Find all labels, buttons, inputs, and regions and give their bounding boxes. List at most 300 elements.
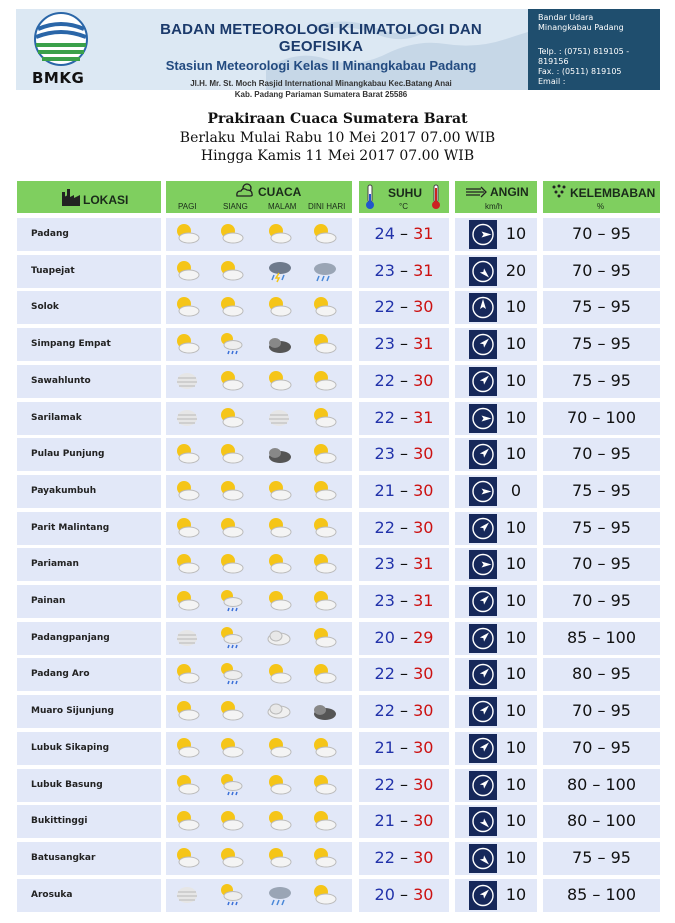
- humidity-max: 95: [610, 261, 631, 280]
- compass-icon: [469, 440, 497, 469]
- wind-direction-compass: [469, 257, 497, 286]
- partly-cloudy-icon: [218, 406, 244, 430]
- temp-max: 30: [413, 297, 434, 316]
- humidity-max: 95: [610, 481, 631, 500]
- row-lokasi-cell: [17, 291, 161, 324]
- header-kelembaban-unit: %: [597, 202, 605, 211]
- temperature-range: [359, 224, 449, 243]
- row-kelembaban-cell: [543, 658, 660, 691]
- row-suhu-cell: [359, 879, 449, 912]
- location-name: Sarilamak: [31, 413, 82, 423]
- bmkg-logo: [26, 11, 106, 91]
- humidity-dash: –: [587, 628, 606, 647]
- location-name: Muaro Sijunjung: [31, 706, 114, 716]
- partly-cloudy-icon: [174, 773, 200, 797]
- temp-min: 22: [374, 775, 395, 794]
- humidity-max: 95: [610, 701, 631, 720]
- temp-dash: –: [394, 848, 414, 867]
- humidity-max: 95: [610, 224, 631, 243]
- row-kelembaban-cell: [543, 769, 660, 802]
- row-cuaca-cell: [166, 842, 352, 875]
- humidity-dash: –: [592, 554, 611, 573]
- partly-cloudy-icon: [311, 883, 337, 907]
- wind-direction-compass: [469, 587, 497, 616]
- row-kelembaban-cell: [543, 291, 660, 324]
- partly-cloudy-icon: [174, 809, 200, 833]
- row-cuaca-cell: [166, 879, 352, 912]
- humidity-dash: –: [587, 811, 606, 830]
- temp-dash: –: [394, 297, 414, 316]
- row-suhu-cell: [359, 365, 449, 398]
- row-suhu-cell: [359, 255, 449, 288]
- wind-direction-compass: [469, 660, 497, 689]
- temperature-range: [359, 408, 449, 427]
- partly-cloudy-icon: [174, 442, 200, 466]
- row-suhu-cell: [359, 769, 449, 802]
- row-kelembaban-cell: [543, 622, 660, 655]
- light-rain-icon: [218, 332, 244, 356]
- wind-speed: 10: [505, 591, 527, 610]
- temp-min: 20: [374, 628, 395, 647]
- humidity-dash: –: [592, 848, 611, 867]
- partly-cloudy-icon: [266, 846, 292, 870]
- header-lokasi-label: LOKASI: [83, 193, 129, 207]
- humidity-min: 75: [572, 297, 593, 316]
- partly-cloudy-icon: [174, 479, 200, 503]
- row-suhu-cell: [359, 328, 449, 361]
- partly-cloudy-icon: [218, 369, 244, 393]
- row-suhu-cell: [359, 512, 449, 545]
- header-suhu-label: SUHU: [388, 186, 423, 200]
- row-lokasi-cell: [17, 695, 161, 728]
- humidity-range: [543, 664, 660, 683]
- row-angin-cell: [455, 365, 537, 398]
- wind-direction-compass: [469, 440, 497, 469]
- location-name: Solok: [31, 302, 59, 312]
- humidity-dash: –: [592, 224, 611, 243]
- compass-icon: [469, 881, 497, 910]
- thunderstorm-icon: [266, 259, 292, 283]
- compass-icon: [469, 550, 497, 579]
- humidity-max: 100: [605, 775, 637, 794]
- temp-min: 23: [374, 444, 395, 463]
- temp-dash: –: [394, 811, 414, 830]
- humidity-min: 80: [566, 775, 588, 794]
- wind-speed: 10: [505, 885, 527, 904]
- row-kelembaban-cell: [543, 585, 660, 618]
- header-banner: [16, 9, 660, 99]
- title-valid-until: Hingga Kamis 11 Mei 2017 07.00 WIB: [200, 148, 475, 164]
- wind-direction-compass: [469, 697, 497, 726]
- humidity-dash: –: [592, 664, 611, 683]
- row-suhu-cell: [359, 842, 449, 875]
- bmkg-logo-icon: [26, 11, 96, 67]
- temperature-range: [359, 885, 449, 904]
- partly-cloudy-icon: [218, 552, 244, 576]
- location-name: Tuapejat: [31, 266, 75, 276]
- row-suhu-cell: [359, 805, 449, 838]
- wind-speed: 10: [505, 444, 527, 463]
- partly-cloudy-icon: [174, 222, 200, 246]
- row-lokasi-cell: [17, 879, 161, 912]
- humidity-dash: –: [592, 518, 611, 537]
- row-cuaca-cell: [166, 365, 352, 398]
- compass-icon: [469, 293, 497, 322]
- row-cuaca-cell: [166, 291, 352, 324]
- row-kelembaban-cell: [543, 695, 660, 728]
- temp-max: 30: [413, 371, 434, 390]
- wind-speed: 10: [505, 371, 527, 390]
- location-name: Lubuk Sikaping: [31, 743, 110, 753]
- row-angin-cell: [455, 805, 537, 838]
- overcast-icon: [311, 699, 337, 723]
- temp-dash: –: [394, 261, 414, 280]
- temp-min: 23: [374, 591, 395, 610]
- row-angin-cell: [455, 218, 537, 251]
- wind-direction-compass: [469, 220, 497, 249]
- humidity-max: 95: [610, 297, 631, 316]
- compass-icon: [469, 734, 497, 763]
- location-name: Padang Aro: [31, 669, 90, 679]
- wind-direction-compass: [469, 477, 497, 506]
- location-name: Padang: [31, 229, 69, 239]
- row-cuaca-cell: [166, 805, 352, 838]
- row-angin-cell: [455, 622, 537, 655]
- partly-cloudy-icon: [266, 369, 292, 393]
- partly-cloudy-icon: [174, 846, 200, 870]
- temp-max: 30: [413, 518, 434, 537]
- partly-cloudy-icon: [266, 662, 292, 686]
- row-lokasi-cell: [17, 218, 161, 251]
- row-suhu-cell: [359, 548, 449, 581]
- temp-max: 30: [413, 738, 434, 757]
- light-rain-icon: [218, 773, 244, 797]
- temperature-range: [359, 297, 449, 316]
- humidity-min: 70: [572, 261, 593, 280]
- location-name: Painan: [31, 596, 66, 606]
- humidity-range: [543, 628, 660, 647]
- contact-line-2: Minangkabau Padang: [538, 23, 624, 32]
- partly-cloudy-icon: [311, 736, 337, 760]
- temp-max: 30: [413, 885, 434, 904]
- temperature-range: [359, 701, 449, 720]
- humidity-max: 95: [610, 664, 631, 683]
- light-rain-icon: [218, 626, 244, 650]
- row-angin-cell: [455, 732, 537, 765]
- temp-min: 22: [374, 408, 395, 427]
- wind-speed: 10: [505, 664, 527, 683]
- partly-cloudy-icon: [218, 846, 244, 870]
- row-kelembaban-cell: [543, 805, 660, 838]
- humidity-min: 70: [572, 444, 593, 463]
- humidity-min: 75: [572, 334, 593, 353]
- partly-cloudy-icon: [311, 442, 337, 466]
- humidity-min: 75: [572, 371, 593, 390]
- row-angin-cell: [455, 255, 537, 288]
- temp-min: 24: [374, 224, 395, 243]
- wind-direction-compass: [469, 550, 497, 579]
- partly-cloudy-icon: [266, 773, 292, 797]
- temp-min: 22: [374, 371, 395, 390]
- partly-cloudy-icon: [311, 846, 337, 870]
- row-kelembaban-cell: [543, 218, 660, 251]
- partly-cloudy-icon: [311, 662, 337, 686]
- compass-icon: [469, 697, 497, 726]
- humidity-min: 75: [572, 848, 593, 867]
- overcast-icon: [266, 442, 292, 466]
- wind-direction-compass: [469, 293, 497, 322]
- header-kelembaban-label: KELEMBABAN: [570, 186, 656, 200]
- row-suhu-cell: [359, 402, 449, 435]
- wind-speed: 10: [505, 224, 527, 243]
- partly-cloudy-icon: [311, 295, 337, 319]
- temp-max: 31: [413, 591, 434, 610]
- compass-icon: [469, 514, 497, 543]
- wind-speed: 10: [505, 518, 527, 537]
- title-valid-from: Berlaku Mulai Rabu 10 Mei 2017 07.00 WIB: [179, 130, 496, 146]
- row-suhu-cell: [359, 475, 449, 508]
- compass-icon: [469, 477, 497, 506]
- temp-dash: –: [394, 481, 414, 500]
- temp-min: 21: [374, 811, 395, 830]
- temperature-range: [359, 444, 449, 463]
- temp-dash: –: [394, 334, 414, 353]
- wind-direction-compass: [469, 404, 497, 433]
- overcast-icon: [266, 332, 292, 356]
- row-cuaca-cell: [166, 658, 352, 691]
- temp-max: 30: [413, 811, 434, 830]
- header-suhu: [359, 181, 449, 213]
- row-angin-cell: [455, 438, 537, 471]
- row-angin-cell: [455, 291, 537, 324]
- header-cuaca-label: CUACA: [258, 185, 302, 199]
- row-angin-cell: [455, 695, 537, 728]
- humidity-range: [543, 518, 660, 537]
- humidity-max: 95: [610, 334, 631, 353]
- partly-cloudy-icon: [266, 479, 292, 503]
- location-name: Pulau Punjung: [31, 449, 105, 459]
- temp-max: 30: [413, 701, 434, 720]
- location-name: Pariaman: [31, 559, 79, 569]
- location-name: Bukittinggi: [31, 816, 88, 826]
- partly-cloudy-icon: [266, 222, 292, 246]
- row-angin-cell: [455, 402, 537, 435]
- row-lokasi-cell: [17, 622, 161, 655]
- partly-cloudy-icon: [311, 479, 337, 503]
- light-rain-icon: [218, 589, 244, 613]
- location-name: Padangpanjang: [31, 633, 110, 643]
- temp-max: 29: [413, 628, 434, 647]
- cloud-sun-icon: [234, 182, 256, 198]
- row-angin-cell: [455, 585, 537, 618]
- humidity-min: 80: [566, 811, 588, 830]
- humidity-min: 80: [572, 664, 593, 683]
- location-name: Parit Malintang: [31, 523, 110, 533]
- station-name: Stasiun Meteorologi Kelas II Minangkabau Padang: [165, 58, 477, 73]
- row-cuaca-cell: [166, 769, 352, 802]
- row-lokasi-cell: [17, 512, 161, 545]
- humidity-dash: –: [592, 481, 611, 500]
- row-lokasi-cell: [17, 475, 161, 508]
- row-suhu-cell: [359, 585, 449, 618]
- row-lokasi-cell: [17, 328, 161, 361]
- row-angin-cell: [455, 769, 537, 802]
- partly-cloudy-icon: [218, 479, 244, 503]
- compass-icon: [469, 367, 497, 396]
- partly-cloudy-icon: [174, 699, 200, 723]
- row-angin-cell: [455, 512, 537, 545]
- row-cuaca-cell: [166, 218, 352, 251]
- partly-cloudy-icon: [266, 552, 292, 576]
- humidity-max: 95: [610, 518, 631, 537]
- temp-max: 30: [413, 664, 434, 683]
- humidity-min: 75: [572, 481, 593, 500]
- humidity-range: [543, 811, 660, 830]
- thermometer-hot-icon: [431, 184, 441, 210]
- header-angin: [455, 181, 537, 213]
- row-cuaca-cell: [166, 438, 352, 471]
- location-name: Sawahlunto: [31, 376, 91, 386]
- humidity-range: [543, 371, 660, 390]
- contact-fax: Fax. : (0511) 819105: [538, 67, 622, 76]
- humidity-min: 85: [566, 628, 588, 647]
- humidity-max: 95: [610, 371, 631, 390]
- temperature-range: [359, 334, 449, 353]
- wind-speed: 10: [505, 628, 527, 647]
- humidity-range: [543, 481, 660, 500]
- humidity-range: [543, 297, 660, 316]
- row-lokasi-cell: [17, 585, 161, 618]
- row-kelembaban-cell: [543, 548, 660, 581]
- wind-icon: [465, 186, 487, 198]
- wind-speed: 10: [505, 811, 527, 830]
- contact-email: Email :: [538, 77, 566, 86]
- header-cuaca: [166, 181, 352, 213]
- partly-cloudy-icon: [266, 589, 292, 613]
- partly-cloudy-icon: [218, 516, 244, 540]
- contact-telp: Telp. : (0751) 819105 - 819156: [538, 47, 630, 66]
- light-rain-icon: [218, 883, 244, 907]
- temperature-range: [359, 591, 449, 610]
- temp-dash: –: [394, 738, 414, 757]
- temp-min: 23: [374, 261, 395, 280]
- humidity-dash: –: [592, 701, 611, 720]
- location-name: Payakumbuh: [31, 486, 97, 496]
- partly-cloudy-icon: [174, 552, 200, 576]
- humidity-range: [543, 444, 660, 463]
- org-name: BADAN METEOROLOGI KLIMATOLOGI DAN GEOFISIKA: [160, 21, 482, 55]
- wind-speed: 10: [505, 701, 527, 720]
- humidity-max: 100: [605, 408, 637, 427]
- row-angin-cell: [455, 658, 537, 691]
- partly-cloudy-icon: [218, 699, 244, 723]
- row-angin-cell: [455, 842, 537, 875]
- temp-max: 31: [413, 224, 434, 243]
- temp-dash: –: [394, 444, 414, 463]
- row-kelembaban-cell: [543, 255, 660, 288]
- temp-min: 23: [374, 334, 395, 353]
- partly-cloudy-icon: [174, 516, 200, 540]
- row-lokasi-cell: [17, 805, 161, 838]
- humidity-max: 95: [610, 738, 631, 757]
- row-suhu-cell: [359, 218, 449, 251]
- humidity-max: 100: [605, 628, 637, 647]
- address-line-2: Kab. Padang Pariaman Sumatera Barat 25586: [234, 90, 408, 99]
- temp-min: 21: [374, 481, 395, 500]
- partly-cloudy-icon: [311, 809, 337, 833]
- partly-cloudy-icon: [218, 809, 244, 833]
- haze-icon: [266, 406, 292, 430]
- row-kelembaban-cell: [543, 732, 660, 765]
- row-suhu-cell: [359, 291, 449, 324]
- row-kelembaban-cell: [543, 365, 660, 398]
- humidity-min: 85: [566, 885, 588, 904]
- row-cuaca-cell: [166, 512, 352, 545]
- humidity-range: [543, 738, 660, 757]
- row-cuaca-cell: [166, 548, 352, 581]
- row-cuaca-cell: [166, 475, 352, 508]
- partly-cloudy-icon: [218, 736, 244, 760]
- humidity-dash: –: [592, 371, 611, 390]
- row-suhu-cell: [359, 732, 449, 765]
- row-lokasi-cell: [17, 732, 161, 765]
- humidity-dash: –: [592, 297, 611, 316]
- location-name: Batusangkar: [31, 853, 96, 863]
- temperature-range: [359, 664, 449, 683]
- humidity-range: [543, 885, 660, 904]
- header-angin-unit: km/h: [485, 202, 503, 211]
- wind-direction-compass: [469, 624, 497, 653]
- partly-cloudy-icon: [311, 626, 337, 650]
- row-angin-cell: [455, 548, 537, 581]
- header-kelembaban: [543, 181, 660, 213]
- logo-text: BMKG: [32, 69, 85, 87]
- temp-dash: –: [394, 885, 414, 904]
- partly-cloudy-icon: [311, 332, 337, 356]
- header-siang: SIANG: [223, 202, 248, 211]
- partly-cloudy-icon: [311, 516, 337, 540]
- location-name: Lubuk Basung: [31, 780, 103, 790]
- humidity-range: [543, 775, 660, 794]
- row-kelembaban-cell: [543, 842, 660, 875]
- partly-cloudy-icon: [218, 259, 244, 283]
- partly-cloudy-icon: [266, 809, 292, 833]
- haze-icon: [174, 406, 200, 430]
- wind-direction-compass: [469, 807, 497, 836]
- humidity-dash: –: [587, 408, 606, 427]
- partly-cloudy-icon: [266, 736, 292, 760]
- partly-cloudy-icon: [311, 369, 337, 393]
- temp-max: 31: [413, 554, 434, 573]
- row-suhu-cell: [359, 658, 449, 691]
- row-angin-cell: [455, 328, 537, 361]
- location-name: Arosuka: [31, 890, 73, 900]
- wind-direction-compass: [469, 367, 497, 396]
- humidity-range: [543, 408, 660, 427]
- humidity-dash: –: [592, 334, 611, 353]
- temp-min: 20: [374, 885, 395, 904]
- temp-max: 30: [413, 481, 434, 500]
- humidity-min: 75: [572, 518, 593, 537]
- row-lokasi-cell: [17, 548, 161, 581]
- thermometer-cold-icon: [365, 184, 375, 210]
- temp-min: 22: [374, 848, 395, 867]
- row-lokasi-cell: [17, 255, 161, 288]
- compass-icon: [469, 220, 497, 249]
- header-lokasi: [17, 181, 161, 213]
- haze-icon: [174, 626, 200, 650]
- wind-speed: 10: [505, 554, 527, 573]
